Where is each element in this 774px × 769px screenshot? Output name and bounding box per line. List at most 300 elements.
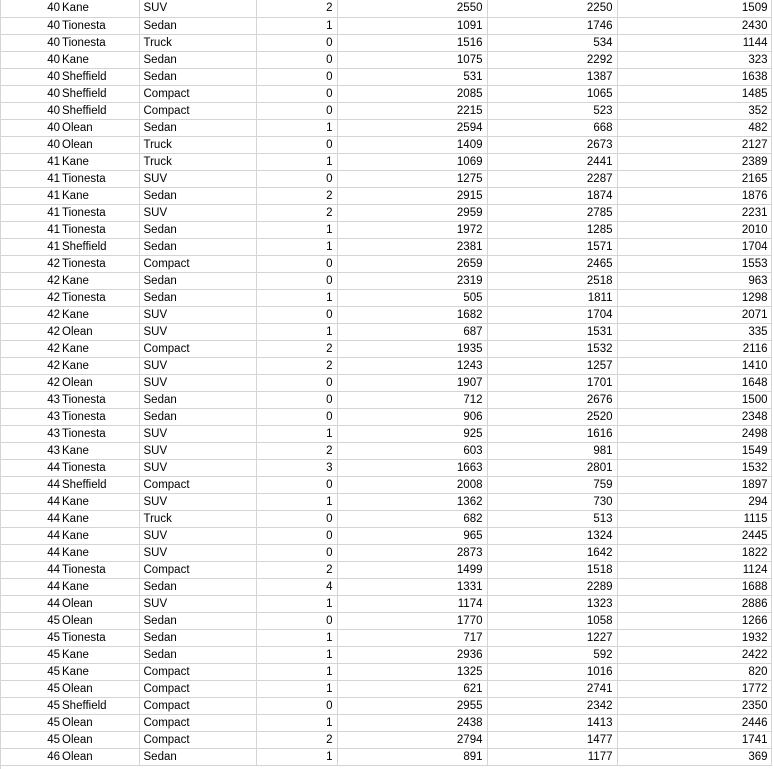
cell-type[interactable]: SUV xyxy=(139,442,256,459)
cell-id[interactable]: 45 xyxy=(0,680,62,697)
cell-c[interactable]: 1298 xyxy=(617,289,771,306)
cell-id[interactable]: 42 xyxy=(0,306,62,323)
cell-a[interactable]: 965 xyxy=(337,527,487,544)
cell-type[interactable]: SUV xyxy=(139,459,256,476)
cell-b[interactable]: 1058 xyxy=(487,612,617,629)
cell-count[interactable]: 3 xyxy=(256,459,337,476)
cell-type[interactable]: Sedan xyxy=(139,578,256,595)
cell-c[interactable]: 335 xyxy=(617,323,771,340)
cell-town[interactable]: Tionesta xyxy=(62,204,139,221)
cell-type[interactable]: Sedan xyxy=(139,289,256,306)
cell-id[interactable]: 45 xyxy=(0,663,62,680)
cell-id[interactable]: 41 xyxy=(0,221,62,238)
cell-c[interactable]: 1876 xyxy=(617,187,771,204)
cell-b[interactable]: 2465 xyxy=(487,255,617,272)
cell-count[interactable]: 0 xyxy=(256,102,337,119)
cell-id[interactable]: 45 xyxy=(0,731,62,748)
cell-town[interactable]: Tionesta xyxy=(62,391,139,408)
cell-c[interactable]: 1932 xyxy=(617,629,771,646)
cell-b[interactable]: 1387 xyxy=(487,68,617,85)
cell-count[interactable]: 0 xyxy=(256,510,337,527)
cell-b[interactable]: 1413 xyxy=(487,714,617,731)
cell-a[interactable]: 1091 xyxy=(337,17,487,34)
cell-town[interactable]: Sheffield xyxy=(62,68,139,85)
cell-count[interactable]: 0 xyxy=(256,612,337,629)
cell-b[interactable]: 2673 xyxy=(487,136,617,153)
cell-a[interactable]: 1682 xyxy=(337,306,487,323)
cell-type[interactable]: Compact xyxy=(139,697,256,714)
cell-count[interactable]: 1 xyxy=(256,323,337,340)
cell-type[interactable]: Sedan xyxy=(139,187,256,204)
cell-town[interactable]: Kane xyxy=(62,442,139,459)
cell-count[interactable]: 2 xyxy=(256,340,337,357)
cell-type[interactable]: Truck xyxy=(139,510,256,527)
cell-c[interactable]: 2430 xyxy=(617,17,771,34)
cell-count[interactable]: 1 xyxy=(256,714,337,731)
cell-b[interactable]: 1065 xyxy=(487,85,617,102)
cell-a[interactable]: 717 xyxy=(337,629,487,646)
cell-id[interactable]: 44 xyxy=(0,578,62,595)
cell-b[interactable]: 1285 xyxy=(487,221,617,238)
cell-type[interactable]: Truck xyxy=(139,153,256,170)
cell-type[interactable]: Sedan xyxy=(139,272,256,289)
cell-b[interactable]: 1257 xyxy=(487,357,617,374)
cell-b[interactable]: 2801 xyxy=(487,459,617,476)
cell-id[interactable]: 45 xyxy=(0,612,62,629)
cell-type[interactable]: Sedan xyxy=(139,629,256,646)
cell-a[interactable]: 712 xyxy=(337,391,487,408)
cell-b[interactable]: 2785 xyxy=(487,204,617,221)
cell-c[interactable]: 1115 xyxy=(617,510,771,527)
cell-type[interactable]: SUV xyxy=(139,170,256,187)
cell-id[interactable]: 45 xyxy=(0,646,62,663)
cell-c[interactable]: 1549 xyxy=(617,442,771,459)
cell-town[interactable]: Tionesta xyxy=(62,289,139,306)
cell-a[interactable]: 1499 xyxy=(337,561,487,578)
cell-a[interactable]: 2959 xyxy=(337,204,487,221)
cell-id[interactable]: 41 xyxy=(0,153,62,170)
cell-count[interactable]: 1 xyxy=(256,493,337,510)
cell-town[interactable]: Olean xyxy=(62,136,139,153)
cell-id[interactable]: 44 xyxy=(0,459,62,476)
cell-a[interactable]: 2936 xyxy=(337,646,487,663)
cell-c[interactable]: 1266 xyxy=(617,612,771,629)
cell-type[interactable]: Compact xyxy=(139,85,256,102)
cell-count[interactable]: 2 xyxy=(256,731,337,748)
cell-type[interactable]: Compact xyxy=(139,102,256,119)
cell-type[interactable]: Compact xyxy=(139,255,256,272)
cell-town[interactable]: Kane xyxy=(62,306,139,323)
cell-b[interactable]: 1616 xyxy=(487,425,617,442)
cell-town[interactable]: Olean xyxy=(62,612,139,629)
cell-count[interactable]: 1 xyxy=(256,663,337,680)
cell-count[interactable]: 0 xyxy=(256,272,337,289)
cell-id[interactable]: 42 xyxy=(0,374,62,391)
cell-a[interactable]: 682 xyxy=(337,510,487,527)
cell-a[interactable]: 891 xyxy=(337,748,487,765)
cell-id[interactable]: 44 xyxy=(0,595,62,612)
cell-c[interactable]: 2350 xyxy=(617,697,771,714)
cell-type[interactable]: Sedan xyxy=(139,221,256,238)
cell-a[interactable]: 2955 xyxy=(337,697,487,714)
cell-count[interactable]: 1 xyxy=(256,629,337,646)
cell-type[interactable]: Sedan xyxy=(139,748,256,765)
cell-id[interactable]: 42 xyxy=(0,272,62,289)
cell-c[interactable]: 1638 xyxy=(617,68,771,85)
cell-type[interactable]: SUV xyxy=(139,323,256,340)
cell-id[interactable]: 44 xyxy=(0,561,62,578)
cell-a[interactable]: 2438 xyxy=(337,714,487,731)
cell-c[interactable]: 2886 xyxy=(617,595,771,612)
cell-a[interactable]: 2319 xyxy=(337,272,487,289)
cell-town[interactable]: Tionesta xyxy=(62,459,139,476)
cell-c[interactable]: 963 xyxy=(617,272,771,289)
cell-c[interactable]: 1532 xyxy=(617,459,771,476)
cell-town[interactable]: Kane xyxy=(62,51,139,68)
cell-id[interactable]: 41 xyxy=(0,204,62,221)
cell-type[interactable]: Sedan xyxy=(139,17,256,34)
cell-town[interactable]: Tionesta xyxy=(62,221,139,238)
cell-town[interactable]: Tionesta xyxy=(62,170,139,187)
cell-count[interactable]: 0 xyxy=(256,697,337,714)
cell-town[interactable]: Olean xyxy=(62,731,139,748)
cell-b[interactable]: 1324 xyxy=(487,527,617,544)
cell-id[interactable]: 43 xyxy=(0,442,62,459)
cell-a[interactable]: 2659 xyxy=(337,255,487,272)
cell-a[interactable]: 1362 xyxy=(337,493,487,510)
cell-b[interactable]: 1704 xyxy=(487,306,617,323)
cell-c[interactable]: 2116 xyxy=(617,340,771,357)
cell-count[interactable]: 0 xyxy=(256,306,337,323)
cell-type[interactable]: Sedan xyxy=(139,51,256,68)
cell-c[interactable]: 352 xyxy=(617,102,771,119)
cell-id[interactable]: 41 xyxy=(0,238,62,255)
cell-c[interactable]: 2010 xyxy=(617,221,771,238)
cell-a[interactable]: 1174 xyxy=(337,595,487,612)
cell-type[interactable]: Compact xyxy=(139,680,256,697)
cell-id[interactable]: 43 xyxy=(0,425,62,442)
cell-a[interactable]: 1770 xyxy=(337,612,487,629)
cell-town[interactable]: Kane xyxy=(62,527,139,544)
cell-a[interactable]: 2085 xyxy=(337,85,487,102)
cell-type[interactable]: Sedan xyxy=(139,408,256,425)
cell-c[interactable]: 369 xyxy=(617,748,771,765)
cell-id[interactable]: 45 xyxy=(0,629,62,646)
cell-c[interactable]: 2071 xyxy=(617,306,771,323)
cell-count[interactable]: 0 xyxy=(256,255,337,272)
cell-id[interactable]: 40 xyxy=(0,17,62,34)
cell-town[interactable]: Tionesta xyxy=(62,408,139,425)
cell-count[interactable]: 0 xyxy=(256,544,337,561)
cell-a[interactable]: 2215 xyxy=(337,102,487,119)
cell-b[interactable]: 1477 xyxy=(487,731,617,748)
cell-a[interactable]: 621 xyxy=(337,680,487,697)
cell-c[interactable]: 2348 xyxy=(617,408,771,425)
cell-c[interactable]: 1553 xyxy=(617,255,771,272)
cell-count[interactable]: 1 xyxy=(256,646,337,663)
cell-b[interactable]: 2287 xyxy=(487,170,617,187)
cell-town[interactable]: Olean xyxy=(62,119,139,136)
cell-a[interactable]: 1409 xyxy=(337,136,487,153)
cell-type[interactable]: Compact xyxy=(139,663,256,680)
cell-town[interactable]: Kane xyxy=(62,357,139,374)
cell-id[interactable]: 43 xyxy=(0,391,62,408)
cell-town[interactable]: Sheffield xyxy=(62,476,139,493)
cell-count[interactable]: 0 xyxy=(256,85,337,102)
cell-b[interactable]: 592 xyxy=(487,646,617,663)
cell-count[interactable]: 1 xyxy=(256,680,337,697)
cell-a[interactable]: 1972 xyxy=(337,221,487,238)
cell-count[interactable]: 0 xyxy=(256,136,337,153)
cell-count[interactable]: 0 xyxy=(256,527,337,544)
cell-a[interactable]: 2008 xyxy=(337,476,487,493)
cell-c[interactable]: 1772 xyxy=(617,680,771,697)
cell-town[interactable]: Sheffield xyxy=(62,238,139,255)
cell-town[interactable]: Kane xyxy=(62,510,139,527)
cell-b[interactable]: 2520 xyxy=(487,408,617,425)
cell-town[interactable]: Kane xyxy=(62,272,139,289)
cell-type[interactable]: Compact xyxy=(139,476,256,493)
cell-id[interactable]: 40 xyxy=(0,34,62,51)
cell-type[interactable]: SUV xyxy=(139,527,256,544)
cell-a[interactable]: 687 xyxy=(337,323,487,340)
cell-id[interactable]: 45 xyxy=(0,697,62,714)
cell-a[interactable]: 2550 xyxy=(337,0,487,17)
cell-count[interactable]: 1 xyxy=(256,425,337,442)
cell-c[interactable]: 1688 xyxy=(617,578,771,595)
cell-c[interactable]: 2389 xyxy=(617,153,771,170)
cell-id[interactable]: 41 xyxy=(0,170,62,187)
cell-count[interactable]: 2 xyxy=(256,0,337,17)
cell-type[interactable]: SUV xyxy=(139,0,256,17)
cell-a[interactable]: 925 xyxy=(337,425,487,442)
cell-c[interactable]: 1410 xyxy=(617,357,771,374)
cell-town[interactable]: Kane xyxy=(62,544,139,561)
cell-c[interactable]: 1124 xyxy=(617,561,771,578)
cell-type[interactable]: Truck xyxy=(139,34,256,51)
cell-b[interactable]: 1571 xyxy=(487,238,617,255)
cell-b[interactable]: 668 xyxy=(487,119,617,136)
cell-c[interactable]: 2446 xyxy=(617,714,771,731)
cell-a[interactable]: 1935 xyxy=(337,340,487,357)
cell-count[interactable]: 2 xyxy=(256,357,337,374)
cell-a[interactable]: 1516 xyxy=(337,34,487,51)
cell-c[interactable]: 1500 xyxy=(617,391,771,408)
cell-c[interactable]: 2127 xyxy=(617,136,771,153)
cell-type[interactable]: SUV xyxy=(139,595,256,612)
cell-count[interactable]: 1 xyxy=(256,748,337,765)
cell-count[interactable]: 4 xyxy=(256,578,337,595)
cell-town[interactable]: Kane xyxy=(62,493,139,510)
cell-c[interactable]: 2231 xyxy=(617,204,771,221)
cell-town[interactable]: Tionesta xyxy=(62,561,139,578)
cell-id[interactable]: 42 xyxy=(0,357,62,374)
cell-count[interactable]: 0 xyxy=(256,476,337,493)
cell-count[interactable]: 2 xyxy=(256,442,337,459)
cell-c[interactable]: 323 xyxy=(617,51,771,68)
cell-type[interactable]: Compact xyxy=(139,561,256,578)
cell-count[interactable]: 0 xyxy=(256,391,337,408)
cell-count[interactable]: 0 xyxy=(256,408,337,425)
cell-a[interactable]: 1069 xyxy=(337,153,487,170)
cell-b[interactable]: 1518 xyxy=(487,561,617,578)
cell-town[interactable]: Kane xyxy=(62,646,139,663)
cell-town[interactable]: Olean xyxy=(62,374,139,391)
cell-town[interactable]: Olean xyxy=(62,748,139,765)
cell-c[interactable]: 482 xyxy=(617,119,771,136)
cell-town[interactable]: Kane xyxy=(62,0,139,17)
cell-c[interactable]: 2422 xyxy=(617,646,771,663)
cell-b[interactable]: 2441 xyxy=(487,153,617,170)
cell-type[interactable]: SUV xyxy=(139,306,256,323)
cell-id[interactable]: 44 xyxy=(0,544,62,561)
cell-town[interactable]: Tionesta xyxy=(62,425,139,442)
cell-a[interactable]: 1907 xyxy=(337,374,487,391)
cell-b[interactable]: 2342 xyxy=(487,697,617,714)
cell-b[interactable]: 1532 xyxy=(487,340,617,357)
cell-b[interactable]: 1874 xyxy=(487,187,617,204)
cell-town[interactable]: Tionesta xyxy=(62,255,139,272)
cell-id[interactable]: 41 xyxy=(0,187,62,204)
cell-a[interactable]: 2915 xyxy=(337,187,487,204)
cell-id[interactable]: 46 xyxy=(0,748,62,765)
cell-town[interactable]: Tionesta xyxy=(62,629,139,646)
cell-a[interactable]: 906 xyxy=(337,408,487,425)
cell-c[interactable]: 2498 xyxy=(617,425,771,442)
cell-b[interactable]: 730 xyxy=(487,493,617,510)
cell-c[interactable]: 2445 xyxy=(617,527,771,544)
cell-id[interactable]: 40 xyxy=(0,119,62,136)
cell-b[interactable]: 2676 xyxy=(487,391,617,408)
cell-id[interactable]: 42 xyxy=(0,340,62,357)
cell-b[interactable]: 2518 xyxy=(487,272,617,289)
cell-count[interactable]: 0 xyxy=(256,68,337,85)
cell-a[interactable]: 603 xyxy=(337,442,487,459)
cell-id[interactable]: 44 xyxy=(0,527,62,544)
cell-id[interactable]: 40 xyxy=(0,102,62,119)
cell-id[interactable]: 42 xyxy=(0,255,62,272)
cell-id[interactable]: 43 xyxy=(0,408,62,425)
cell-type[interactable]: SUV xyxy=(139,204,256,221)
cell-id[interactable]: 40 xyxy=(0,85,62,102)
cell-count[interactable]: 1 xyxy=(256,17,337,34)
cell-b[interactable]: 534 xyxy=(487,34,617,51)
cell-a[interactable]: 1243 xyxy=(337,357,487,374)
cell-count[interactable]: 1 xyxy=(256,153,337,170)
cell-count[interactable]: 0 xyxy=(256,374,337,391)
cell-c[interactable]: 1897 xyxy=(617,476,771,493)
cell-id[interactable]: 42 xyxy=(0,289,62,306)
cell-c[interactable]: 1485 xyxy=(617,85,771,102)
cell-id[interactable]: 42 xyxy=(0,323,62,340)
cell-count[interactable]: 1 xyxy=(256,238,337,255)
cell-count[interactable]: 1 xyxy=(256,119,337,136)
cell-count[interactable]: 2 xyxy=(256,561,337,578)
cell-a[interactable]: 2594 xyxy=(337,119,487,136)
cell-b[interactable]: 1227 xyxy=(487,629,617,646)
cell-c[interactable]: 2165 xyxy=(617,170,771,187)
cell-type[interactable]: SUV xyxy=(139,374,256,391)
cell-c[interactable]: 294 xyxy=(617,493,771,510)
cell-b[interactable]: 981 xyxy=(487,442,617,459)
cell-type[interactable]: Sedan xyxy=(139,612,256,629)
cell-town[interactable]: Kane xyxy=(62,340,139,357)
cell-type[interactable]: SUV xyxy=(139,357,256,374)
cell-a[interactable]: 1331 xyxy=(337,578,487,595)
cell-town[interactable]: Tionesta xyxy=(62,17,139,34)
cell-type[interactable]: SUV xyxy=(139,493,256,510)
cell-town[interactable]: Olean xyxy=(62,714,139,731)
cell-count[interactable]: 0 xyxy=(256,51,337,68)
cell-c[interactable]: 1822 xyxy=(617,544,771,561)
cell-count[interactable]: 2 xyxy=(256,204,337,221)
cell-c[interactable]: 1509 xyxy=(617,0,771,17)
cell-count[interactable]: 1 xyxy=(256,221,337,238)
cell-count[interactable]: 2 xyxy=(256,187,337,204)
cell-id[interactable]: 40 xyxy=(0,51,62,68)
cell-c[interactable]: 1741 xyxy=(617,731,771,748)
cell-c[interactable]: 1144 xyxy=(617,34,771,51)
cell-type[interactable]: Sedan xyxy=(139,391,256,408)
cell-b[interactable]: 523 xyxy=(487,102,617,119)
cell-id[interactable]: 44 xyxy=(0,510,62,527)
cell-b[interactable]: 2289 xyxy=(487,578,617,595)
cell-type[interactable]: SUV xyxy=(139,544,256,561)
cell-town[interactable]: Sheffield xyxy=(62,85,139,102)
cell-count[interactable]: 1 xyxy=(256,595,337,612)
cell-id[interactable]: 40 xyxy=(0,136,62,153)
cell-a[interactable]: 1663 xyxy=(337,459,487,476)
cell-a[interactable]: 2873 xyxy=(337,544,487,561)
cell-a[interactable]: 531 xyxy=(337,68,487,85)
cell-b[interactable]: 2250 xyxy=(487,0,617,17)
cell-b[interactable]: 1701 xyxy=(487,374,617,391)
cell-a[interactable]: 1075 xyxy=(337,51,487,68)
cell-b[interactable]: 2741 xyxy=(487,680,617,697)
cell-id[interactable]: 40 xyxy=(0,0,62,17)
cell-type[interactable]: Sedan xyxy=(139,646,256,663)
cell-count[interactable]: 0 xyxy=(256,170,337,187)
cell-a[interactable]: 2381 xyxy=(337,238,487,255)
cell-c[interactable]: 1648 xyxy=(617,374,771,391)
cell-a[interactable]: 1325 xyxy=(337,663,487,680)
cell-town[interactable]: Kane xyxy=(62,187,139,204)
cell-b[interactable]: 1177 xyxy=(487,748,617,765)
cell-c[interactable]: 820 xyxy=(617,663,771,680)
cell-b[interactable]: 1642 xyxy=(487,544,617,561)
cell-a[interactable]: 505 xyxy=(337,289,487,306)
cell-town[interactable]: Olean xyxy=(62,595,139,612)
cell-id[interactable]: 44 xyxy=(0,476,62,493)
cell-id[interactable]: 44 xyxy=(0,493,62,510)
cell-id[interactable]: 45 xyxy=(0,714,62,731)
cell-a[interactable]: 1275 xyxy=(337,170,487,187)
cell-town[interactable]: Kane xyxy=(62,578,139,595)
cell-b[interactable]: 1531 xyxy=(487,323,617,340)
cell-count[interactable]: 0 xyxy=(256,34,337,51)
cell-town[interactable]: Sheffield xyxy=(62,697,139,714)
cell-type[interactable]: Sedan xyxy=(139,119,256,136)
cell-type[interactable]: Compact xyxy=(139,714,256,731)
cell-b[interactable]: 1016 xyxy=(487,663,617,680)
cell-type[interactable]: Sedan xyxy=(139,238,256,255)
cell-town[interactable]: Olean xyxy=(62,323,139,340)
cell-b[interactable]: 759 xyxy=(487,476,617,493)
cell-town[interactable]: Olean xyxy=(62,680,139,697)
cell-a[interactable]: 2794 xyxy=(337,731,487,748)
cell-c[interactable]: 1704 xyxy=(617,238,771,255)
cell-type[interactable]: Sedan xyxy=(139,68,256,85)
